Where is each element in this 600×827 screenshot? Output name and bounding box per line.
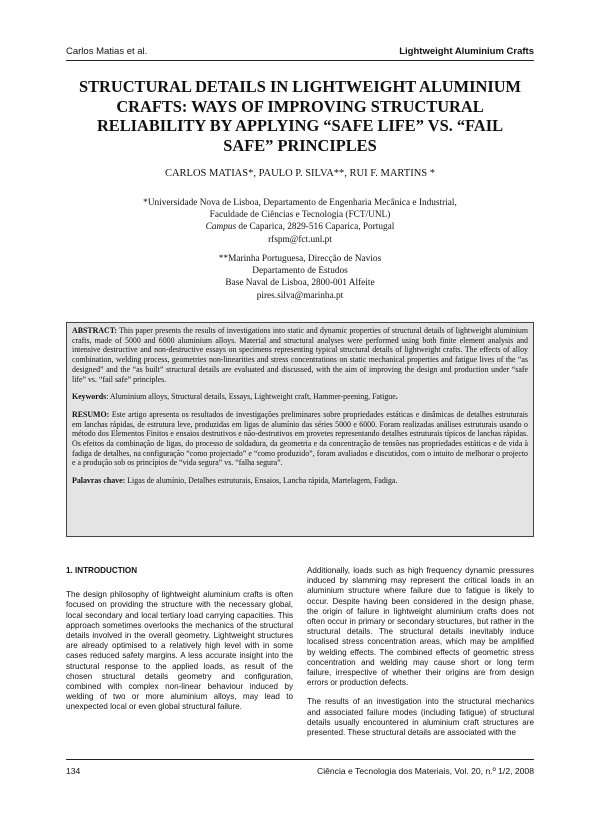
affiliation-1 (66, 197, 534, 246)
body-paragraph: Additionally, loads such as high frequency dynamic pressures induced by slamming may represent the critical loads in an aluminium structure where failure due to fatigue is likely to occur. Despite having been considered in the design phase, the origin of failure in lightweight aluminium crafts does not often occur in primary or secondary structures, but rather in the structural details. The structural details inevitably induce localised stress concentration areas, which may be amplified by welding effects. The combined effects of geometric stress concentration and welding may cause short or long term failure, irrespective of whether their origins are from design errors or production defects. (307, 566, 534, 688)
affiliation-email: rfspm@fct.unl.pt (268, 234, 332, 245)
palavras-paragraph (72, 476, 528, 486)
abstract-box (66, 322, 534, 537)
resumo-text: Este artigo apresenta os resultados de investigações preliminares sobre propriedades estáticas e dinâmicas de detalhes estruturais em lanchas rápidas, de estrutura leve, produzidas em ligas de alumínio das séries 5000 e 6000. Foram realizadas análises estruturais usando o método dos Elementos Finitos e ensaios destrutivos e não-destrutivos em provetes representando detalhes estruturais típicos de lanchas rápidas. Os efeitos da combinação de ligas, do processo de soldadura, da geometria e da concentração de tensões nas propriedades estáticas e de vida à fadiga de detalhes, na configuração “como projectado” e “como produzido”, foram avaliados e discutidos, com o intuito de melhorar o projecto e a produção sob os princípios de “vida segura” vs. “falha segura”. (72, 409, 528, 468)
body-column-right (307, 566, 534, 747)
title-line: STRUCTURAL DETAILS IN LIGHTWEIGHT ALUMINIUM (78, 77, 522, 96)
palavras-label: Palavras chave: (72, 476, 126, 486)
footer-rule (66, 759, 534, 760)
keywords-paragraph (72, 392, 528, 402)
journal-citation: Ciência e Tecnologia dos Materiais, Vol. 20, n.º 1/2, 2008 (316, 766, 534, 776)
affiliation-address: de Caparica, 2829-516 Caparica, Portugal (236, 222, 395, 233)
running-header-authors: Carlos Matias et al. (66, 46, 148, 57)
body-column-left (66, 566, 293, 722)
title-line: RELIABILITY BY APPLYING “SAFE LIFE” VS. “FAIL (96, 116, 504, 135)
abstract-text: This paper presents the results of investigations into static and dynamic properties of structural details of lightweight aluminium crafts, made of 5000 and 6000 aluminium alloys. Material and structural analyses were performed using both finite element analysis and intensive destructive and non-destructive essays on specimens representing typical structural details of lightweight crafts. The effects of alloy combination, welding process, geometries non-linearities and stress concentrations on static mechanical properties and fatigue lives of the “as designed” and the “as built” structural details are evaluated and discussed, with the aim of improving the design and production under “safe life” vs. “fail safe” principles. (72, 326, 528, 384)
section-heading: 1. INTRODUCTION (66, 566, 138, 575)
abstract-label: ABSTRACT: (72, 326, 118, 335)
keywords-label: Keywords (72, 392, 107, 402)
affiliation-line: *Universidade Nova de Lisboa, Departamento de Engenharia Mecânica e Industrial, (143, 198, 457, 208)
keywords-text: : Aluminium alloys, Structural details, Essays, Lightweight craft, Hammer-peening, Fatigue (106, 392, 396, 402)
palavras-text: Ligas de alumínio, Detalhes estruturais, Ensaios, Lancha rápida, Martelagem, Fadiga. (125, 476, 398, 486)
paper-title (66, 77, 534, 155)
affiliation-line: Faculdade de Ciências e Tecnologia (FCT/UNL) (209, 210, 391, 221)
affiliation-line: Departamento de Estudos (252, 266, 348, 277)
affiliation-2 (66, 253, 534, 302)
body-paragraph: The design philosophy of lightweight aluminium crafts is often focused on providing the structure with the necessary global, local secondary and local tertiary load carrying capacities. This approach sometimes overlooks the mechanics of the structural details involved in the overall geometry. Lightweight structures are already optimised to a relatively high level with in some cases reduced safety margins. A less accurate insight into the structural response to the applied loads, as result of the chosen structural details geometry and configuration, combined with complex non-linear behaviour induced by welding of two or more aluminium alloys, may lead to unexpected local or even global structural failure. (66, 590, 293, 712)
affiliation-line (66, 221, 534, 233)
affiliation-line: **Marinha Portuguesa, Direcção de Navios (218, 254, 382, 264)
header-rule (66, 60, 534, 61)
resumo-paragraph (72, 410, 528, 468)
title-line: SAFE” PRINCIPLES (223, 135, 377, 155)
page-number: 134 (66, 766, 81, 776)
affiliation-email: pires.silva@marinha.pt (256, 290, 344, 301)
keywords-end: . (395, 392, 398, 402)
title-line: CRAFTS: WAYS OF IMPROVING STRUCTURAL (116, 96, 484, 116)
author-list: CARLOS MATIAS*, PAULO P. SILVA**, RUI F. MARTINS * (164, 168, 436, 179)
resumo-label: RESUMO: (72, 409, 110, 419)
abstract-paragraph (72, 326, 528, 384)
affiliation-line: Base Naval de Lisboa, 2800-001 Alfeite (225, 278, 375, 289)
body-paragraph: The results of an investigation into the structural mechanics and associated failure modes (including fatigue) of structural details usually encountered in aluminium craft structures are presented. These structural details are associated with the (307, 697, 534, 738)
running-header-title: Lightweight Aluminium Crafts (399, 46, 534, 57)
campus-word: Campus (205, 222, 237, 233)
